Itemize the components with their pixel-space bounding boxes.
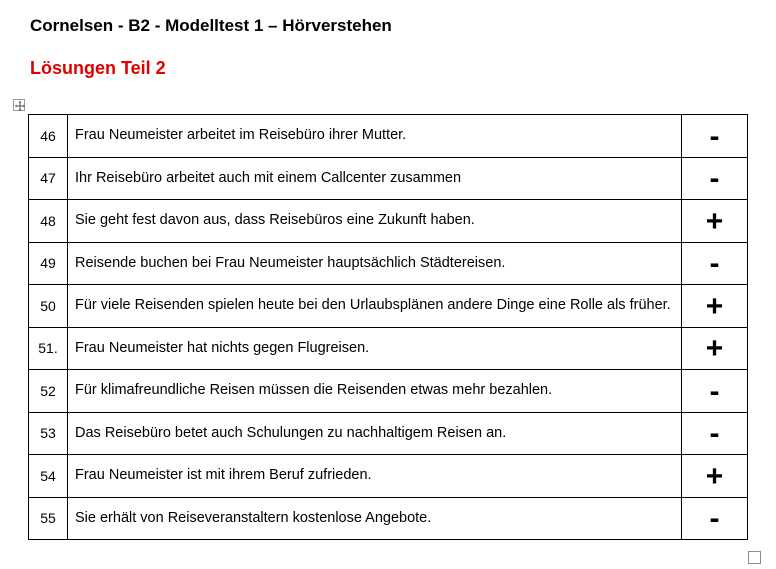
answer-mark: + [705,332,724,366]
row-statement: Reisende buchen bei Frau Neumeister hauptsächlich Städtereisen. [68,242,682,285]
row-statement: Sie erhält von Reiseveranstaltern kostenlose Angebote. [68,497,682,540]
answers-table [28,114,748,540]
answer-mark: - [709,247,720,281]
row-number: 52 [29,370,68,413]
row-number: 49 [29,242,68,285]
row-number: 53 [29,412,68,455]
table-row [29,497,748,540]
row-answer [682,242,748,285]
row-answer [682,497,748,540]
row-statement: Für viele Reisenden spielen heute bei den Urlaubsplänen andere Dinge eine Rolle als früher. [68,285,682,328]
table-row [29,285,748,328]
move-cross-icon [14,100,26,112]
row-statement: Frau Neumeister ist mit ihrem Beruf zufrieden. [68,455,682,498]
row-statement: Frau Neumeister hat nichts gegen Flugreisen. [68,327,682,370]
row-statement: Für klimafreundliche Reisen müssen die Reisenden etwas mehr bezahlen. [68,370,682,413]
document-subtitle: Lösungen Teil 2 [30,58,166,78]
row-statement: Das Reisebüro betet auch Schulungen zu nachhaltigem Reisen an. [68,412,682,455]
row-number: 50 [29,285,68,328]
table-row [29,115,748,158]
row-statement: Frau Neumeister arbeitet im Reisebüro ihrer Mutter. [68,115,682,158]
row-number: 48 [29,200,68,243]
row-statement: Ihr Reisebüro arbeitet auch mit einem Callcenter zusammen [68,157,682,200]
document-title: Cornelsen - B2 - Modelltest 1 – Hörverstehen [30,16,392,35]
answer-mark: - [709,162,720,196]
table-row [29,157,748,200]
table-row [29,327,748,370]
table-row [29,455,748,498]
row-answer [682,285,748,328]
table-row [29,242,748,285]
table-row [29,200,748,243]
answer-mark: - [709,374,720,408]
answer-mark: - [709,502,720,536]
row-answer [682,455,748,498]
table-resize-handle[interactable] [748,551,761,564]
row-answer [682,200,748,243]
answer-mark: - [709,417,720,451]
row-number: 47 [29,157,68,200]
table-row [29,370,748,413]
table-move-handle[interactable] [13,99,25,111]
row-answer [682,115,748,158]
answer-mark: - [709,119,720,153]
answer-mark: + [705,204,724,238]
row-number: 46 [29,115,68,158]
row-statement: Sie geht fest davon aus, dass Reisebüros eine Zukunft haben. [68,200,682,243]
table-row [29,412,748,455]
row-number: 54 [29,455,68,498]
row-number: 51. [29,327,68,370]
row-number: 55 [29,497,68,540]
row-answer [682,412,748,455]
answer-mark: + [705,289,724,323]
row-answer [682,327,748,370]
answer-mark: + [705,459,724,493]
row-answer [682,370,748,413]
row-answer [682,157,748,200]
